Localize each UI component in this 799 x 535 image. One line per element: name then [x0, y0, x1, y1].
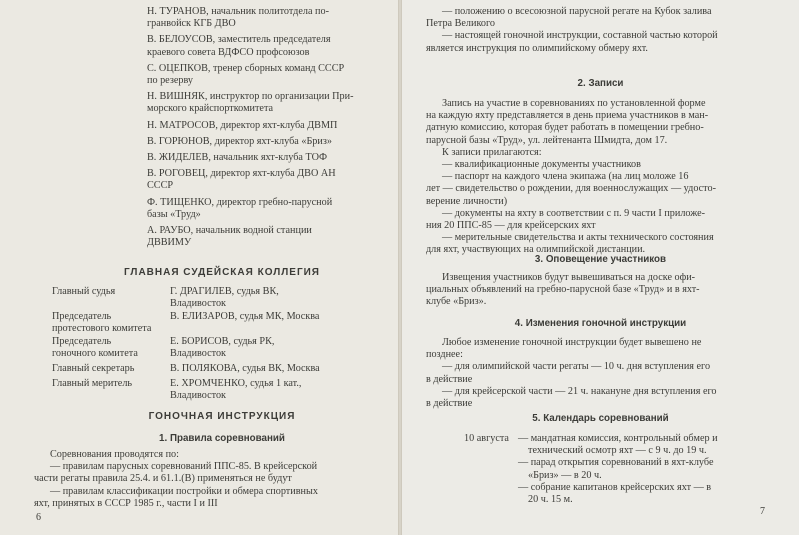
committee-list: [147, 6, 387, 253]
jury-role: [52, 311, 167, 335]
member-line: гранвойск КГБ ДВО: [147, 18, 236, 30]
role-line: гоночного комитета: [52, 348, 138, 360]
text-line: — настоящей гоночной инструкции, составной частью которой: [442, 30, 718, 42]
text-line: — паспорт на каждого члена экипажа (на лиц моложе 16: [442, 171, 689, 183]
jury-role: [52, 286, 167, 298]
committee-member: [147, 6, 387, 30]
calendar-line: — собрание капитанов крейсерских яхт — в: [518, 481, 712, 493]
text-line: верение личности): [426, 195, 508, 207]
section-5-title: 5. Календарь соревнований: [532, 413, 669, 424]
text-line: Извещения участников будут вывешиваться на доске офи-: [442, 272, 696, 283]
member-line: Н. ВИШНЯК, инструктор по организации При-: [147, 91, 354, 103]
section-4-title: 4. Изменения гоночной инструкции: [514, 318, 687, 329]
text-line: для яхт, участвующих на олимпийской дистанции.: [426, 244, 646, 256]
role-line: Главный меритель: [52, 378, 133, 389]
instruction-title: ГОНОЧНАЯ ИНСТРУКЦИЯ: [148, 411, 296, 422]
text-line: позднее:: [426, 349, 463, 361]
text-line: — правилам парусных соревнований ППС-85. В крейсерской: [50, 461, 318, 473]
member-line: В. РОГОВЕЦ, директор яхт-клуба ДВО АН: [147, 168, 336, 180]
text-line: части регаты правила 25.4. и 61.1.(В) применяться не будут: [34, 473, 292, 485]
person-line: Владивосток: [170, 390, 227, 402]
member-line: В. ГОРЮНОВ, директор яхт-клуба «Бриз»: [147, 135, 332, 147]
member-line: ДВВИМУ: [147, 237, 192, 249]
section-2-text: [426, 98, 716, 257]
left-page: [0, 0, 398, 535]
text-line: циальных объявлений на гребно-парусной базе «Труд» и в яхт-: [426, 284, 700, 296]
member-line: Ф. ТИЩЕНКО, директор гребно-парусной: [147, 196, 333, 208]
text-line: — квалификационные документы участников: [442, 159, 641, 171]
member-line: базы «Труд»: [147, 208, 201, 220]
role-line: Председатель: [52, 311, 112, 322]
member-line: Н. МАТРОСОВ, директор яхт-клуба ДВМП: [147, 119, 338, 131]
calendar-line: технический осмотр яхт — с 9 ч. до 19 ч.: [528, 445, 707, 457]
committee-member: [147, 168, 387, 192]
section-3-title: 3. Оповещение участников: [534, 254, 667, 265]
member-line: В. ЖИДЕЛЕВ, начальник яхт-клуба ТОФ: [147, 152, 328, 164]
committee-member: [147, 152, 387, 164]
person-line: В. ЕЛИЗАРОВ, судья МК, Москва: [170, 311, 320, 322]
calendar-line: 20 ч. 15 м.: [528, 494, 573, 506]
text-line: — документы на яхту в соответствии с п. 9 части I приложе-: [442, 207, 706, 219]
calendar-line: «Бриз» — в 20 ч.: [528, 469, 602, 481]
jury-person: [170, 336, 390, 360]
jury-role: [52, 336, 167, 360]
member-line: В. БЕЛОУСОВ, заместитель председателя: [147, 34, 331, 46]
right-page: [402, 0, 799, 535]
person-line: Г. ДРАГИЛЕВ, судья ВК,: [170, 286, 279, 297]
person-line: Владивосток: [170, 348, 227, 360]
text-line: лет — свидетельство о рождении, для военнослужащих — удосто-: [426, 183, 716, 195]
member-line: краевого совета ВДФСО профсоюзов: [147, 46, 310, 58]
text-line: К записи прилагаются:: [442, 146, 542, 158]
member-line: морского крайспорткомитета: [147, 103, 274, 115]
intro-text: [426, 6, 718, 55]
member-line: СССР: [147, 180, 174, 192]
role-line: Председатель: [52, 336, 112, 347]
member-line: по резерву: [147, 75, 194, 87]
jury-title: ГЛАВНАЯ СУДЕЙСКАЯ КОЛЛЕГИЯ: [124, 267, 320, 278]
calendar-date: [464, 433, 509, 445]
text-line: в действие: [426, 373, 473, 385]
jury-person: [170, 286, 390, 310]
text-line: яхт, принятых в СССР 1985 г., части I и III: [34, 497, 218, 509]
role-line: Главный секретарь: [52, 363, 135, 374]
section-2-title: 2. Записи: [577, 78, 624, 89]
role-line: протестового комитета: [52, 323, 152, 335]
committee-member: [147, 197, 387, 221]
text-line: — для олимпийской части регаты — 10 ч. дня вступления его: [442, 361, 711, 373]
text-line: ния 20 ППС-85 — для крейсерских яхт: [426, 220, 596, 232]
text-line: Петра Великого: [426, 18, 496, 30]
role-line: Главный судья: [52, 286, 116, 297]
text-line: — для крейсерской части — 21 ч. накануне дня вступления его: [442, 385, 717, 397]
rules-title: 1. Правила соревнований: [159, 433, 285, 444]
text-line: является инструкция по олимпийскому обмеру яхт.: [426, 42, 648, 54]
committee-member: [147, 136, 387, 148]
committee-member: [147, 34, 387, 58]
member-line: Н. ТУРАНОВ, начальник политотдела по-: [147, 6, 329, 17]
member-line: А. РАУБО, начальник водной станции: [147, 225, 312, 237]
calendar-entries: [518, 433, 718, 506]
text-line: парусной базы «Труд», ул. лейтенанта Шмидта, дом 17.: [426, 134, 668, 146]
calendar-line: — парад открытия соревнований в яхт-клубе: [518, 457, 714, 469]
committee-member: [147, 63, 387, 87]
jury-role: [52, 363, 167, 375]
person-line: Е. ХРОМЧЕНКО, судья 1 кат.,: [170, 378, 302, 389]
text-line: датную комиссию, которая будет работать в помещении гребно-: [426, 122, 704, 134]
calendar-line: — мандатная комиссия, контрольный обмер и: [518, 433, 718, 444]
text-line: на каждую яхту представляется в день приема участников в ман-: [426, 110, 709, 122]
person-line: Е. БОРИСОВ, судья РК,: [170, 336, 275, 347]
page-number: 6: [36, 512, 41, 523]
person-line: В. ПОЛЯКОВА, судья ВК, Москва: [170, 363, 320, 374]
text-line: — положению о всесоюзной парусной регате на Кубок залива: [442, 6, 712, 17]
text-line: — правилам классификации постройки и обмера спортивных: [50, 485, 318, 497]
member-line: С. ОЦЕПКОВ, тренер сборных команд СССР: [147, 62, 345, 74]
person-line: Владивосток: [170, 298, 227, 310]
jury-person: [170, 311, 390, 323]
page-number: 7: [760, 506, 765, 517]
section-4-text: [426, 337, 717, 410]
section-3-text: [426, 272, 700, 309]
text-line: Любое изменение гоночной инструкции будет вывешено не: [442, 337, 702, 348]
text-line: в действие: [426, 398, 473, 410]
committee-member: [147, 225, 387, 249]
text-line: Соревнования проводятся по:: [50, 449, 179, 460]
jury-role: [52, 378, 167, 390]
text-line: клубе «Бриз».: [426, 296, 487, 308]
committee-member: [147, 91, 387, 115]
text-line: — мерительные свидетельства и акты технического состояния: [442, 232, 714, 244]
jury-person: [170, 378, 390, 402]
rules-text: [34, 449, 318, 510]
committee-member: [147, 120, 387, 132]
jury-person: [170, 363, 390, 375]
text-line: Запись на участие в соревнованиях по установленной форме: [442, 98, 706, 109]
date-label: 10 августа: [464, 433, 509, 444]
